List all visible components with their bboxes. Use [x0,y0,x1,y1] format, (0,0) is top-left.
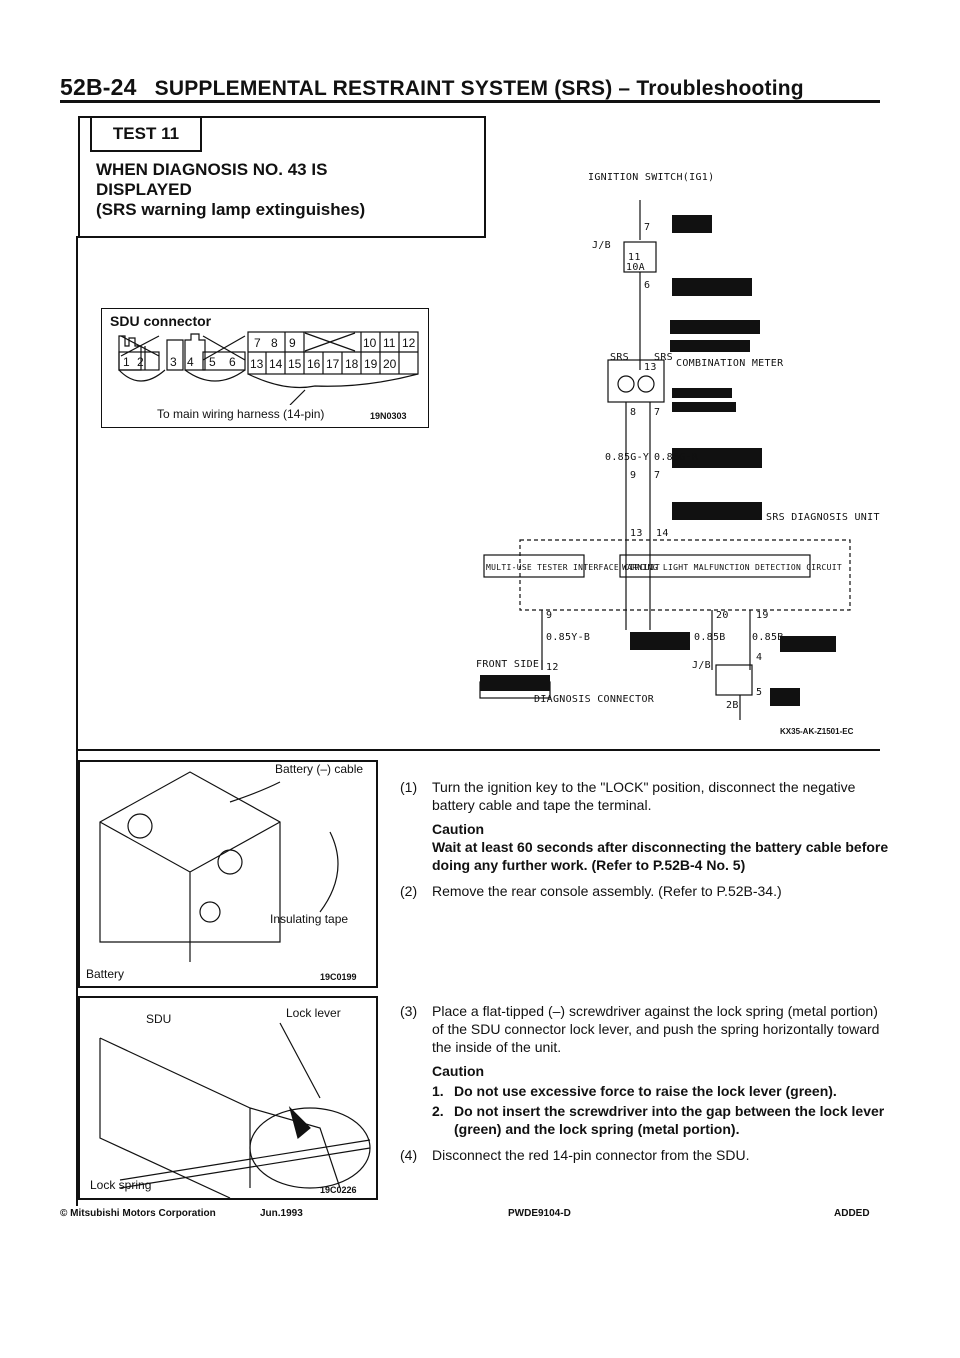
label-ignition-switch: IGNITION SWITCH(IG1) [588,172,715,183]
step-number: (2) [400,883,418,899]
figure-code: 19C0199 [320,972,357,982]
caution-item [432,1102,890,1138]
caution-item [432,1082,890,1100]
label-pin: 6 [644,280,651,291]
sdu-pin: 3 [170,355,177,369]
footer-copyright: © Mitsubishi Motors Corporation [60,1208,216,1219]
label-pin: 7 [654,407,661,418]
label-front-side: FRONT SIDE [476,659,540,670]
label-lock-lever: Lock lever [286,1006,341,1020]
label-combination-meter: COMBINATION METER [676,358,784,369]
sdu-pin: 1 [123,355,130,369]
label-srs: SRS [610,352,629,363]
sdu-pin: 16 [307,357,321,371]
label-wire: 0.85G-R [654,452,699,463]
label-warning-light: WARNING LIGHT MALFUNCTION DETECTION CIRCUIT [622,563,843,572]
label-pin: 5 [756,687,763,698]
caution-text: Wait at least 60 seconds after disconnecting the battery cable before doing any further work. (Refer to P.52B-4 No. 5) [432,839,889,873]
sdu-pin: 6 [229,355,236,369]
test-label: TEST 11 [90,118,202,152]
figure-code: KX35-AK-Z1501-EC [780,727,854,736]
condition-line: WHEN DIAGNOSIS NO. 43 IS [96,160,328,179]
sdu-pin: 20 [383,357,397,371]
step [400,1146,890,1164]
wiring-diagram [460,160,880,750]
page-number: 52B-24 [60,74,137,100]
condition-line: DISPLAYED [96,180,192,199]
sdu-connector-caption: To main wiring harness (14-pin) [157,407,325,421]
step-number: (4) [400,1147,418,1163]
steps-upper [400,778,890,908]
sdu-pin: 8 [271,336,278,350]
sdu-connector-title: SDU connector [110,313,212,329]
sdu-pin: 4 [187,355,194,369]
label-pin: 13 [644,362,657,373]
label-pin: 9 [630,470,637,481]
step-number: (3) [400,1003,418,1019]
step-number: (1) [400,779,418,795]
label-battery-cable: Battery (–) cable [275,762,364,776]
label-wire: 0.85G-Y [605,452,650,463]
sdu-pin: 2 [137,355,144,369]
label-srs-diag-unit: SRS DIAGNOSIS UNIT [766,512,880,523]
label-sdu: SDU [146,1012,172,1026]
battery-drawing [80,762,376,986]
label-fuse-num: 11 [628,252,641,263]
step-text: Place a flat-tipped (–) screwdriver against the lock spring (metal portion) of the SDU connector lock lever, and push the spring horizontally toward the inside of the unit. [432,1003,880,1055]
test-condition [96,160,365,220]
label-pin: 13 [630,528,643,539]
sdu-lock-drawing [80,998,376,1198]
caution-item-number: 2. [432,1103,444,1119]
sdu-pin: 15 [288,357,302,371]
sdu-pin: 11 [383,336,396,350]
label-insulating-tape: Insulating tape [270,912,349,926]
label-wire: 0.85B [694,632,726,643]
label-pin: 7 [644,222,651,233]
caution-heading: Caution [432,1063,485,1079]
label-wire: 0.85B [752,632,784,643]
label-lock-spring: Lock spring [90,1178,152,1192]
sdu-pin: 17 [326,357,340,371]
label-wire: 2B [726,700,739,711]
label-battery: Battery [86,967,125,981]
label-jb: J/B [592,240,611,251]
step [400,1002,890,1138]
sdu-pin: 5 [209,355,216,369]
header-rule [60,100,880,103]
sdu-connector-diagram [115,330,420,405]
figure-code: 19N0303 [370,411,407,421]
step [400,882,890,900]
step-text: Remove the rear console assembly. (Refer to P.52B-34.) [432,883,782,899]
label-multi-use: MULTI-USE TESTER INTERFACE CIRCUIT [486,563,660,572]
label-pin: 4 [756,652,763,663]
steps-lower [400,1002,890,1172]
sdu-pin: 18 [345,357,359,371]
sdu-pin: 7 [254,336,261,350]
step-text: Disconnect the red 14-pin connector from the SDU. [432,1147,750,1163]
footer-doc-code: PWDE9104-D [508,1208,571,1219]
label-pin: 14 [656,528,669,539]
page-header [60,74,804,101]
label-pin: 8 [630,407,637,418]
caution-item-text: Do not use excessive force to raise the lock lever (green). [454,1083,837,1099]
battery-illustration [78,760,378,988]
sdu-pin: 14 [269,357,283,371]
page-title: SUPPLEMENTAL RESTRAINT SYSTEM (SRS) – Troubleshooting [154,77,804,100]
label-wire: 0.85Y-B [546,632,591,643]
sdu-pin: 13 [250,357,264,371]
figure-code: 19C0226 [320,1185,357,1195]
step-text: Turn the ignition key to the "LOCK" position, disconnect the negative battery cable and tape the terminal. [432,779,856,813]
caution-item-number: 1. [432,1083,444,1099]
label-jb: J/B [692,660,711,671]
label-pin: 9 [546,610,553,621]
label-pin: 12 [546,662,559,673]
caution-heading: Caution [432,821,485,837]
sdu-lock-illustration [78,996,378,1200]
caution-item-text: Do not insert the screwdriver into the gap between the lock lever (green) and the lock spring (metal portion). [454,1103,885,1137]
label-pin: 20 [716,610,729,621]
footer-date: Jun.1993 [260,1208,303,1219]
label-srs: SRS [654,352,673,363]
label-diag-connector: DIAGNOSIS CONNECTOR [534,694,655,705]
condition-line: (SRS warning lamp extinguishes) [96,200,366,219]
label-pin: 19 [756,610,769,621]
sdu-pin: 12 [402,336,416,350]
label-pin: 7 [654,470,661,481]
step [400,778,890,874]
label-fuse-amp: 10A [626,262,645,273]
margin-rule [76,236,78,751]
sdu-pin: 9 [289,336,296,350]
sdu-pin: 19 [364,357,378,371]
sdu-pin: 10 [363,336,377,350]
footer-status: ADDED [834,1208,870,1219]
